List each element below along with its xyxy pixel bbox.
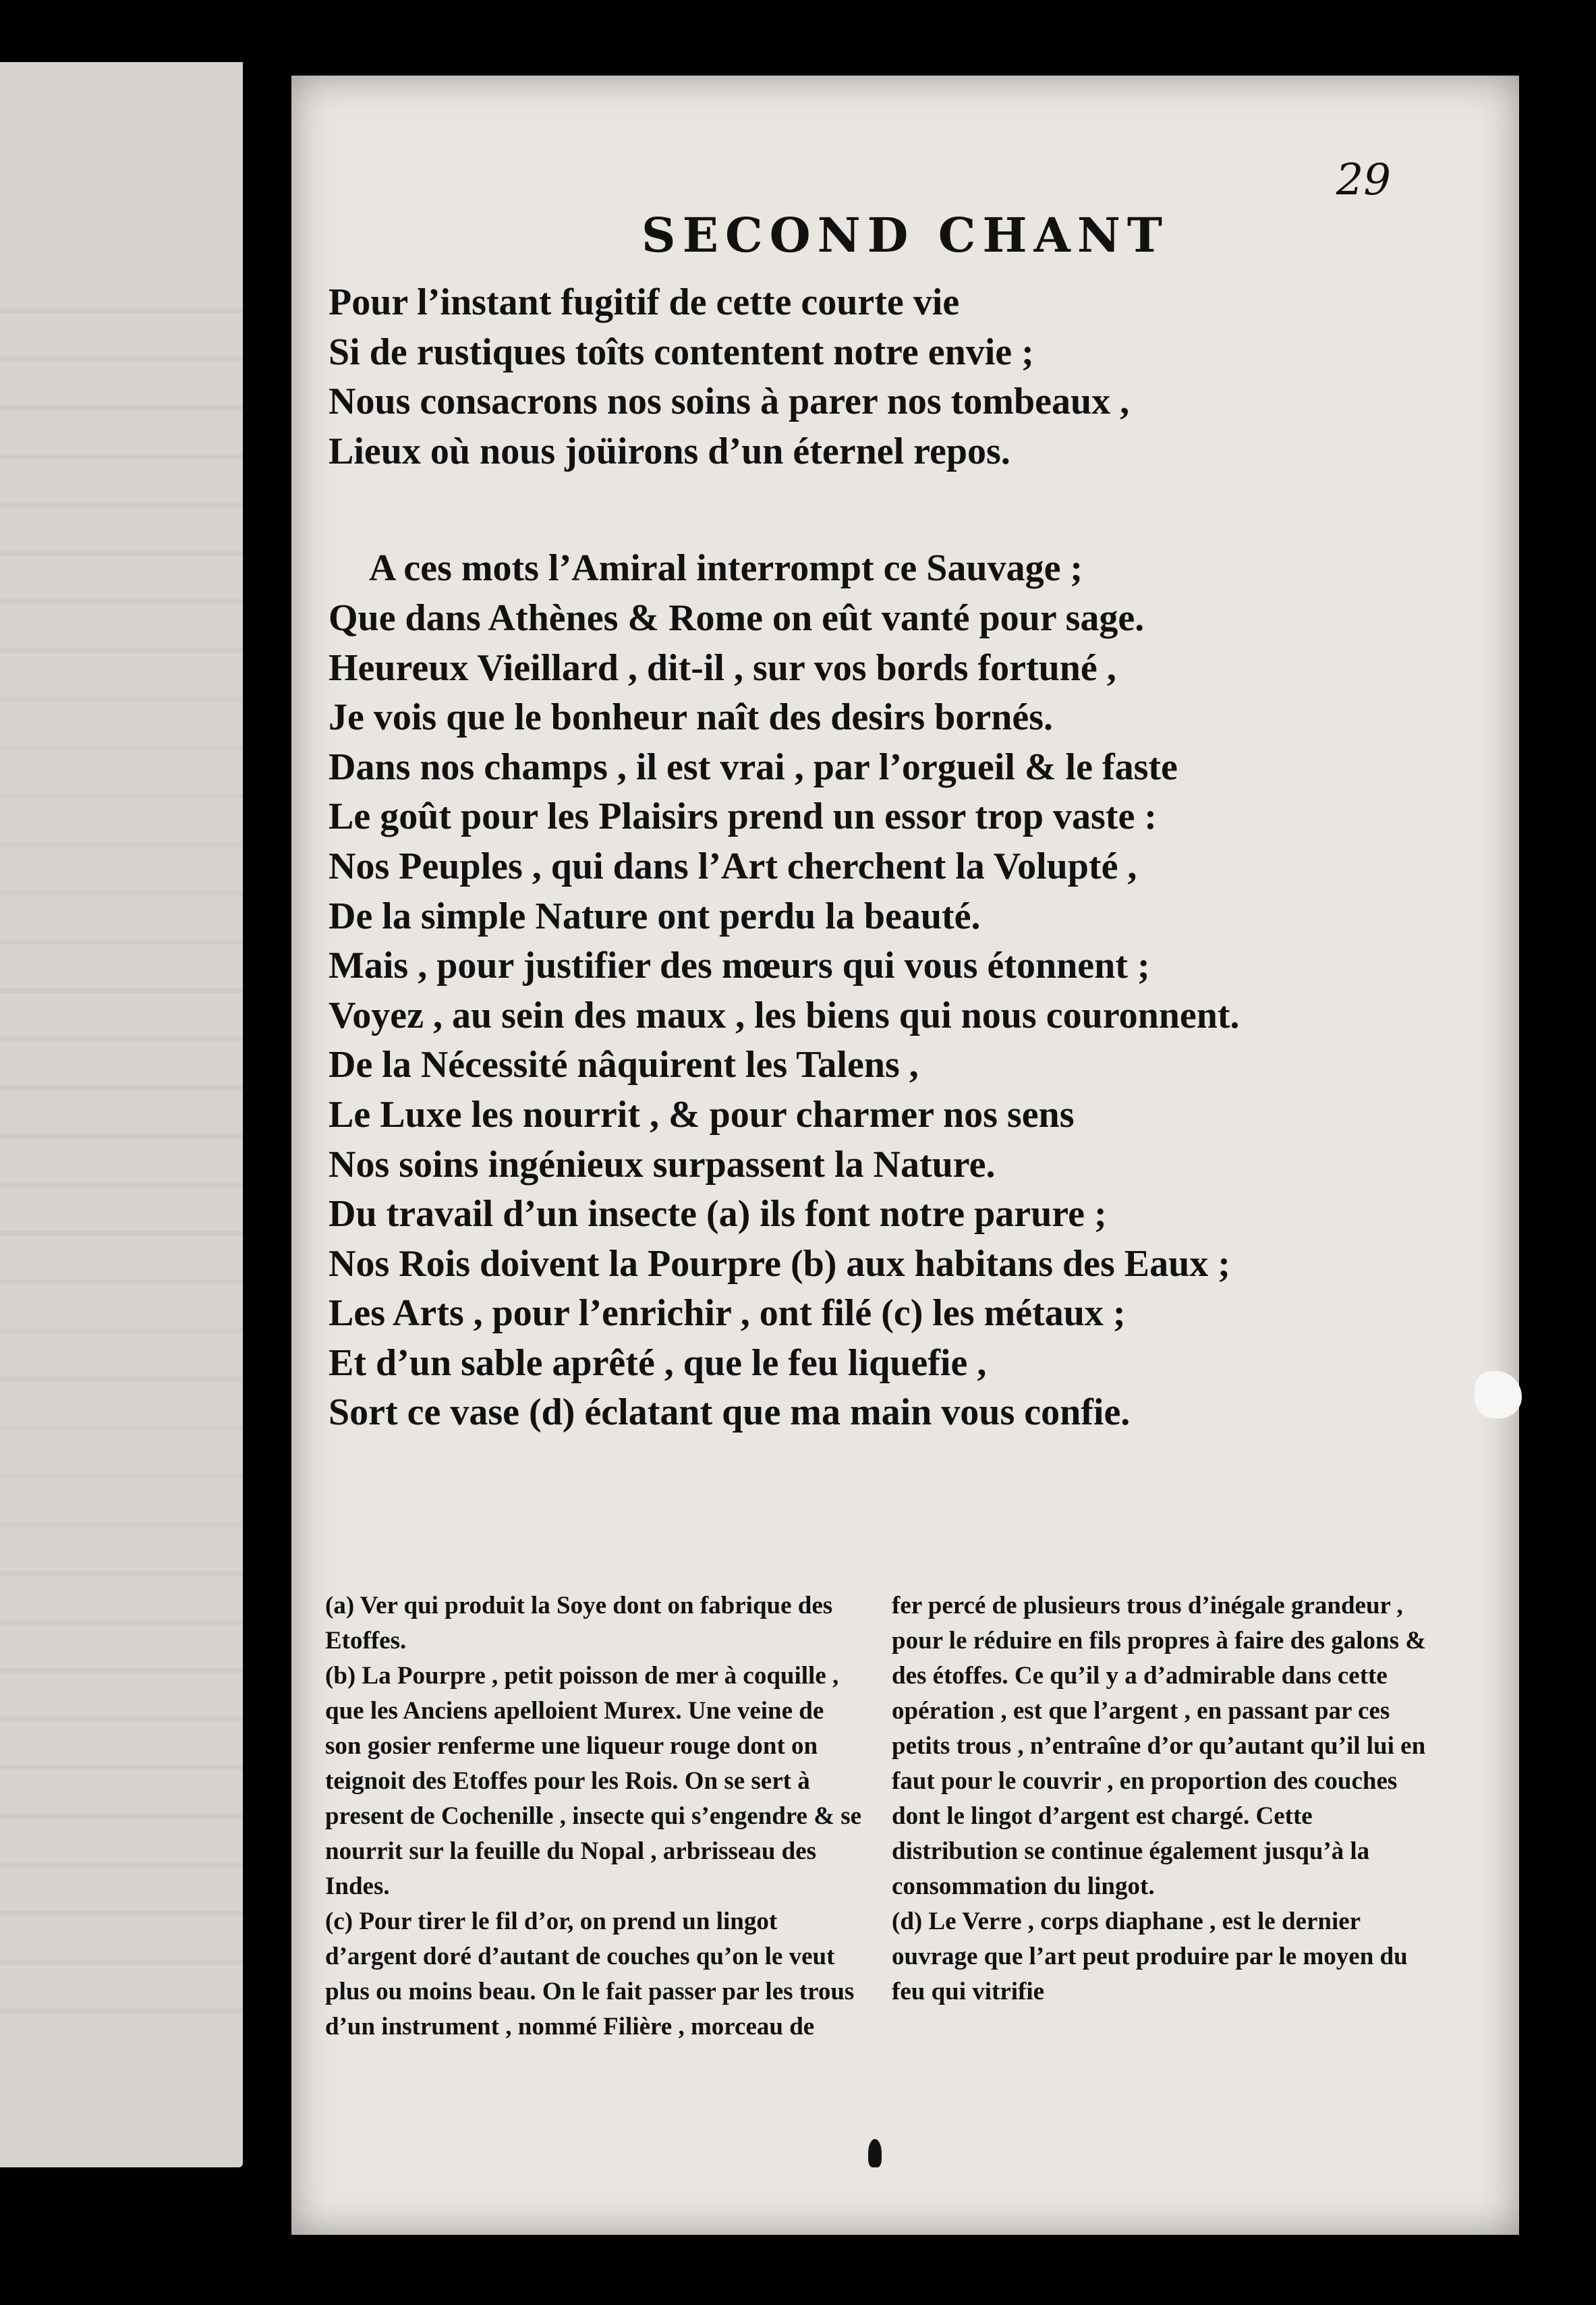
page-number: 29 (1336, 155, 1391, 205)
poem-line: Lieux où nous joüirons d’un éternel repos. (329, 430, 1010, 472)
poem-line: De la simple Nature ont perdu la beauté. (329, 895, 981, 937)
footnote-text: Ver qui produit la Soye dont on fabrique des Etoffes. (325, 1592, 833, 1655)
footnote (325, 1588, 863, 1659)
footnotes-left-column (325, 1588, 863, 2045)
footnote-text: Pour tirer le fil d’or, on prend un lingot d’argent doré d’autant de couches qu’on le veut plus ou moins beau. On le fait passer par les trous d’un instrument , nommé Filière , morceau de (325, 1908, 855, 2040)
poem-line: Nos soins ingénieux surpassent la Nature. (329, 1143, 996, 1186)
ink-mark (868, 2139, 882, 2167)
facing-page (0, 62, 243, 2167)
footnote-marker: (d) (892, 1908, 923, 1935)
footnotes (325, 1588, 1445, 2045)
poem-line: Pour l’instant fugitif de cette courte vie (329, 281, 960, 323)
footnote-marker: (b) (325, 1662, 356, 1690)
poem-line: Le Luxe les nourrit , & pour charmer nos sens (329, 1093, 1075, 1136)
poem-line: Heureux Vieillard , dit-il , sur vos bords fortuné , (329, 646, 1116, 689)
footnote-marker: (c) (325, 1908, 353, 1935)
poem (329, 278, 1448, 1438)
poem-line: Mais , pour justifier des mœurs qui vous étonnent ; (329, 945, 1150, 987)
footnote-text: Le Verre , corps diaphane , est le dernier ouvrage que l’art peut produire par le moyen du feu qui vitrifie (892, 1908, 1408, 2005)
poem-line: Si de rustiques toîts contentent notre envie ; (329, 331, 1034, 373)
poem-line: Je vois que le bonheur naît des desirs bornés. (329, 696, 1053, 739)
poem-line: Que dans Athènes & Rome on eût vanté pour sage. (329, 596, 1145, 639)
paper-blot (1475, 1371, 1522, 1418)
poem-line: Et d’un sable aprêté , que le feu liquefie , (329, 1341, 987, 1384)
footnotes-right-column (892, 1588, 1430, 2045)
footnote (892, 1588, 1430, 1904)
poem-line: Voyez , au sein des maux , les biens qui nous couronnent. (329, 994, 1240, 1036)
poem-line: De la Nécessité nâquirent les Talens , (329, 1044, 919, 1086)
poem-line: A ces mots l’Amiral interrompt ce Sauvage ; (369, 547, 1083, 590)
poem-line: Nos Peuples , qui dans l’Art cherchent la Volupté , (329, 845, 1137, 887)
poem-line: Du travail d’un insecte (a) ils font notre parure ; (329, 1193, 1107, 1235)
running-head: SECOND CHANT (642, 207, 1169, 263)
poem-line: Sort ce vase (d) éclatant que ma main vous confie. (329, 1391, 1131, 1434)
stanza-break (329, 476, 1448, 544)
poem-line: Les Arts , pour l’enrichir , ont filé (c) les métaux ; (329, 1292, 1126, 1335)
footnote-marker: (a) (325, 1592, 355, 1619)
book-page (291, 76, 1519, 2235)
footnote-text: fer percé de plusieurs trous d’inégale grandeur , pour le réduire en fils propres à faire des galons & des étoffes. Ce qu’il y a d’admirable dans cette opération , est que l’argent , en passant par ces petits trous , n’entraîne d’or qu’autant qu’il lui en faut pour le couvrir , en proportion des couches dont le lingot d’argent est chargé. Cette distribution se continue également jusqu’à la consommation du lingot. (892, 1592, 1427, 1900)
poem-line: Nous consacrons nos soins à parer nos tombeaux , (329, 381, 1130, 423)
poem-line: Dans nos champs , il est vrai , par l’orgueil & le faste (329, 746, 1178, 788)
footnote-text: La Pourpre , petit poisson de mer à coquille , que les Anciens apelloient Murex. Une veine de son gosier renferme une liqueur rouge dont on teignoit des Etoffes pour les Rois. On se sert à present de Cochenille , insecte qui s’engendre & se nourrit sur la feuille du Nopal , arbrisseau des Indes. (325, 1662, 862, 1900)
footnote (325, 1659, 863, 1904)
poem-line: Le goût pour les Plaisirs prend un essor trop vaste : (329, 796, 1157, 838)
footnote (325, 1904, 863, 2045)
poem-line: Nos Rois doivent la Pourpre (b) aux habitans des Eaux ; (329, 1242, 1230, 1285)
footnote (892, 1904, 1430, 2009)
facing-page-bleed (0, 265, 243, 2032)
